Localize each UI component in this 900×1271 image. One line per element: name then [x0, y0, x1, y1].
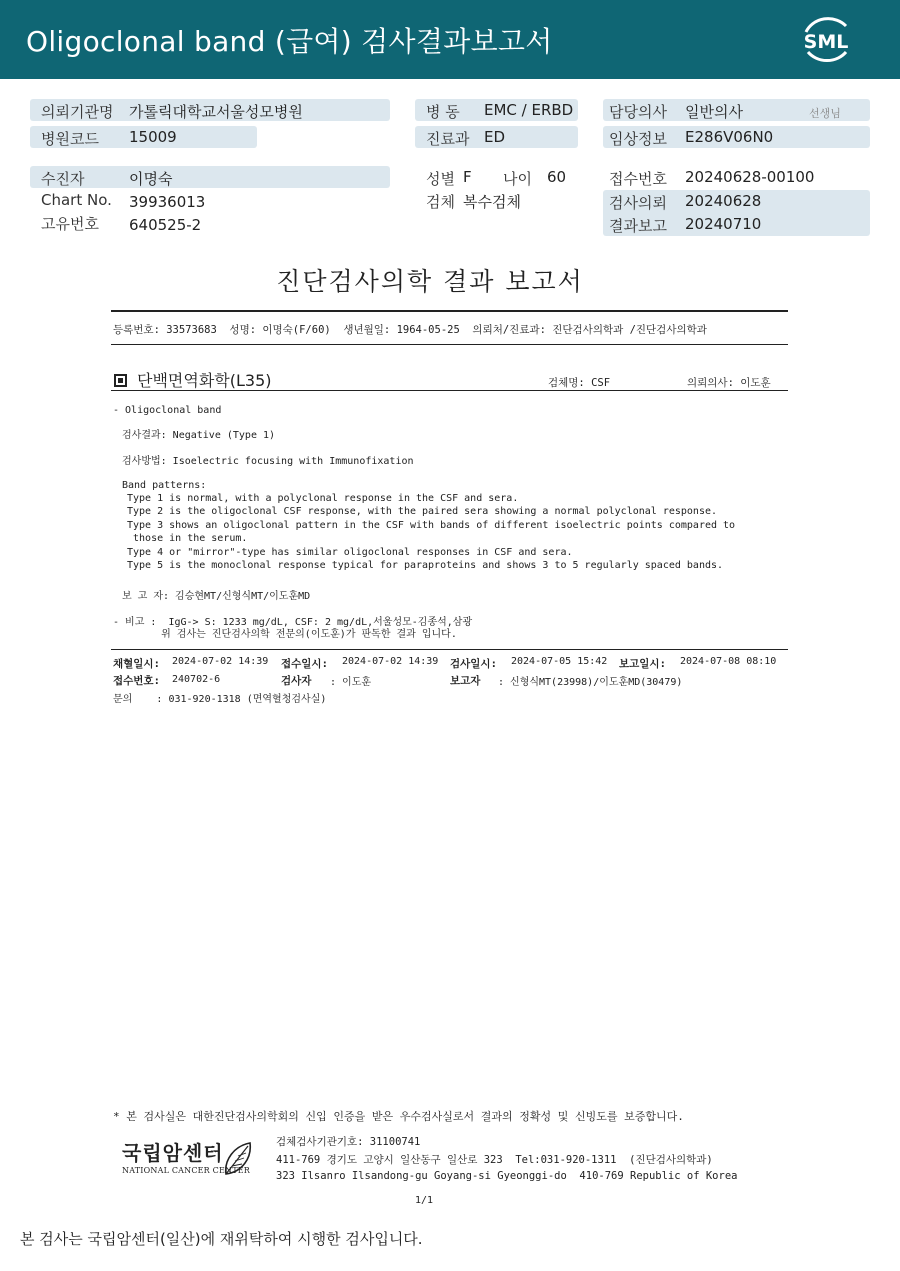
- logo-text: SML: [803, 31, 849, 53]
- section-box-icon: [114, 374, 127, 387]
- institution-value: 가톨릭대학교서울성모병원: [129, 103, 303, 121]
- section-rule: [111, 390, 788, 391]
- age-value: 60: [547, 168, 567, 186]
- leaf-icon: [222, 1140, 254, 1178]
- hospital-code-label: 병원코드: [41, 130, 99, 148]
- collect-value: 2024-07-02 14:39: [172, 656, 269, 667]
- chart-value: 39936013: [129, 193, 206, 211]
- sex-label: 성별: [426, 170, 455, 188]
- specimen-label: 검체: [426, 193, 455, 211]
- receipt-no-label: 접수번호:: [113, 675, 160, 687]
- tester-value: : 이도훈: [330, 677, 372, 688]
- address-en: 323 Ilsanro Ilsandong-gu Goyang-si Gyeonggi-do 410-769 Republic of Korea: [276, 1170, 738, 1182]
- receive-value: 2024-07-02 14:39: [342, 656, 439, 667]
- inquiry-line: 문의 : 031-920-1318 (면역혈청검사실): [113, 694, 327, 705]
- report-time-value: 2024-07-08 08:10: [680, 656, 777, 667]
- dept-value: ED: [484, 128, 506, 146]
- pattern-line: Type 2 is the oligoclonal CSF response, with the paired sera showing a normal polyclonal response.: [127, 506, 718, 517]
- result-value: 20240710: [685, 215, 762, 233]
- method-line: 검사방법: Isoelectric focusing with Immunofixation: [122, 456, 414, 467]
- certification-note: * 본 검사실은 대한진단검사의학회의 신입 인증을 받은 우수검사실로서 결과의 정확성 및 신빙도를 보증합니다.: [113, 1110, 684, 1123]
- sex-value: F: [463, 168, 472, 186]
- collect-label: 채혈일시:: [113, 658, 160, 670]
- report-title: 진단검사의학 결과 보고서: [276, 267, 584, 296]
- age-label: 나이: [503, 170, 532, 188]
- doctor-value: 일반의사: [685, 103, 743, 121]
- clinical-label: 임상정보: [609, 130, 667, 148]
- header-title: Oligoclonal band (급여) 검사결과보고서: [26, 25, 553, 58]
- tester-label: 검사자: [281, 675, 312, 687]
- patient-label: 수진자: [41, 170, 85, 188]
- ncc-name-ko: 국립암센터: [122, 1141, 224, 1165]
- request-label: 검사의뢰: [609, 194, 667, 212]
- request-value: 20240628: [685, 192, 762, 210]
- test-name: - Oligoclonal band: [113, 405, 222, 416]
- section-title: 단백면역화학(L35): [137, 371, 272, 390]
- reg-bottom-rule: [111, 344, 788, 345]
- report-header: [0, 0, 900, 79]
- reporter-value: : 신형식MT(23998)/이도훈MD(30479): [498, 677, 683, 688]
- clinical-value: E286V06N0: [685, 128, 774, 146]
- registration-line: 등록번호: 33573683 성명: 이명숙(F/60) 생년월일: 1964-05-25 의뢰처/진료과: 진단검사의학과 /진단검사의학과: [113, 324, 707, 336]
- result-label: 결과보고: [609, 217, 667, 235]
- reg-top-rule: [111, 310, 788, 312]
- bottom-note: 본 검사는 국립암센터(일산)에 재위탁하여 시행한 검사입니다.: [20, 1230, 423, 1248]
- page-number: 1/1: [415, 1195, 434, 1206]
- ward-value: EMC / ERBD: [484, 101, 574, 119]
- pattern-line: those in the serum.: [127, 533, 248, 544]
- institution-label: 의뢰기관명: [41, 103, 114, 121]
- reporter-label: 보고자: [450, 675, 481, 687]
- test-time-value: 2024-07-05 15:42: [511, 656, 608, 667]
- institution-code: 검체검사기관기호: 31100741: [276, 1136, 421, 1148]
- reporter-line: 보 고 자: 김승현MT/신형식MT/이도훈MD: [122, 591, 311, 602]
- receipt-label: 접수번호: [609, 170, 667, 188]
- id-value: 640525-2: [129, 216, 202, 234]
- times-rule: [111, 649, 788, 650]
- id-label: 고유번호: [41, 215, 99, 233]
- dept-label: 진료과: [426, 130, 470, 148]
- doctor-suffix: 선생님: [809, 107, 841, 120]
- pattern-line: Type 1 is normal, with a polyclonal response in the CSF and sera.: [127, 493, 519, 504]
- remark-line-1: - 비고 : IgG-> S: 1233 mg/dL, CSF: 2 mg/dL,서울성모-김종석,삼광: [113, 617, 473, 628]
- patterns-head: Band patterns:: [122, 480, 207, 491]
- receipt-value: 20240628-00100: [685, 168, 815, 186]
- requesting-doctor: 의뢰의사: 이도훈: [687, 377, 771, 389]
- pattern-line: Type 4 or "mirror"-type has similar oligoclonal responses in CSF and sera.: [127, 547, 573, 558]
- ncc-name-en: NATIONAL CANCER CENTER: [122, 1166, 251, 1175]
- pattern-line: Type 5 is the monoclonal response typical for paraproteins and shows 3 to 5 regularly spaced bands.: [127, 560, 724, 571]
- test-time-label: 검사일시:: [450, 658, 497, 670]
- hospital-code-value: 15009: [129, 128, 177, 146]
- receive-label: 접수일시:: [281, 658, 328, 670]
- sml-logo: [798, 12, 854, 66]
- result-line: 검사결과: Negative (Type 1): [122, 430, 276, 441]
- report-time-label: 보고일시:: [619, 658, 666, 670]
- receipt-no-value: 240702-6: [172, 674, 221, 685]
- chart-label: Chart No.: [41, 191, 112, 209]
- doctor-label: 담당의사: [609, 103, 667, 121]
- specimen-name: 검체명: CSF: [548, 377, 611, 389]
- section-title-row: [114, 368, 272, 391]
- patient-value: 이명숙: [129, 170, 173, 188]
- address-ko: 411-769 경기도 고양시 일산동구 일산로 323 Tel:031-920-1311 (진단검사의학과): [276, 1154, 713, 1166]
- remark-line-2: 위 검사는 진단검사의학 전문의(이도훈)가 판독한 결과 입니다.: [113, 629, 457, 640]
- pattern-line: Type 3 shows an oligoclonal pattern in the CSF with bands of different isoelectric points compared to: [127, 520, 736, 531]
- ward-label: 병 동: [426, 103, 460, 121]
- specimen-value: 복수검체: [463, 193, 521, 211]
